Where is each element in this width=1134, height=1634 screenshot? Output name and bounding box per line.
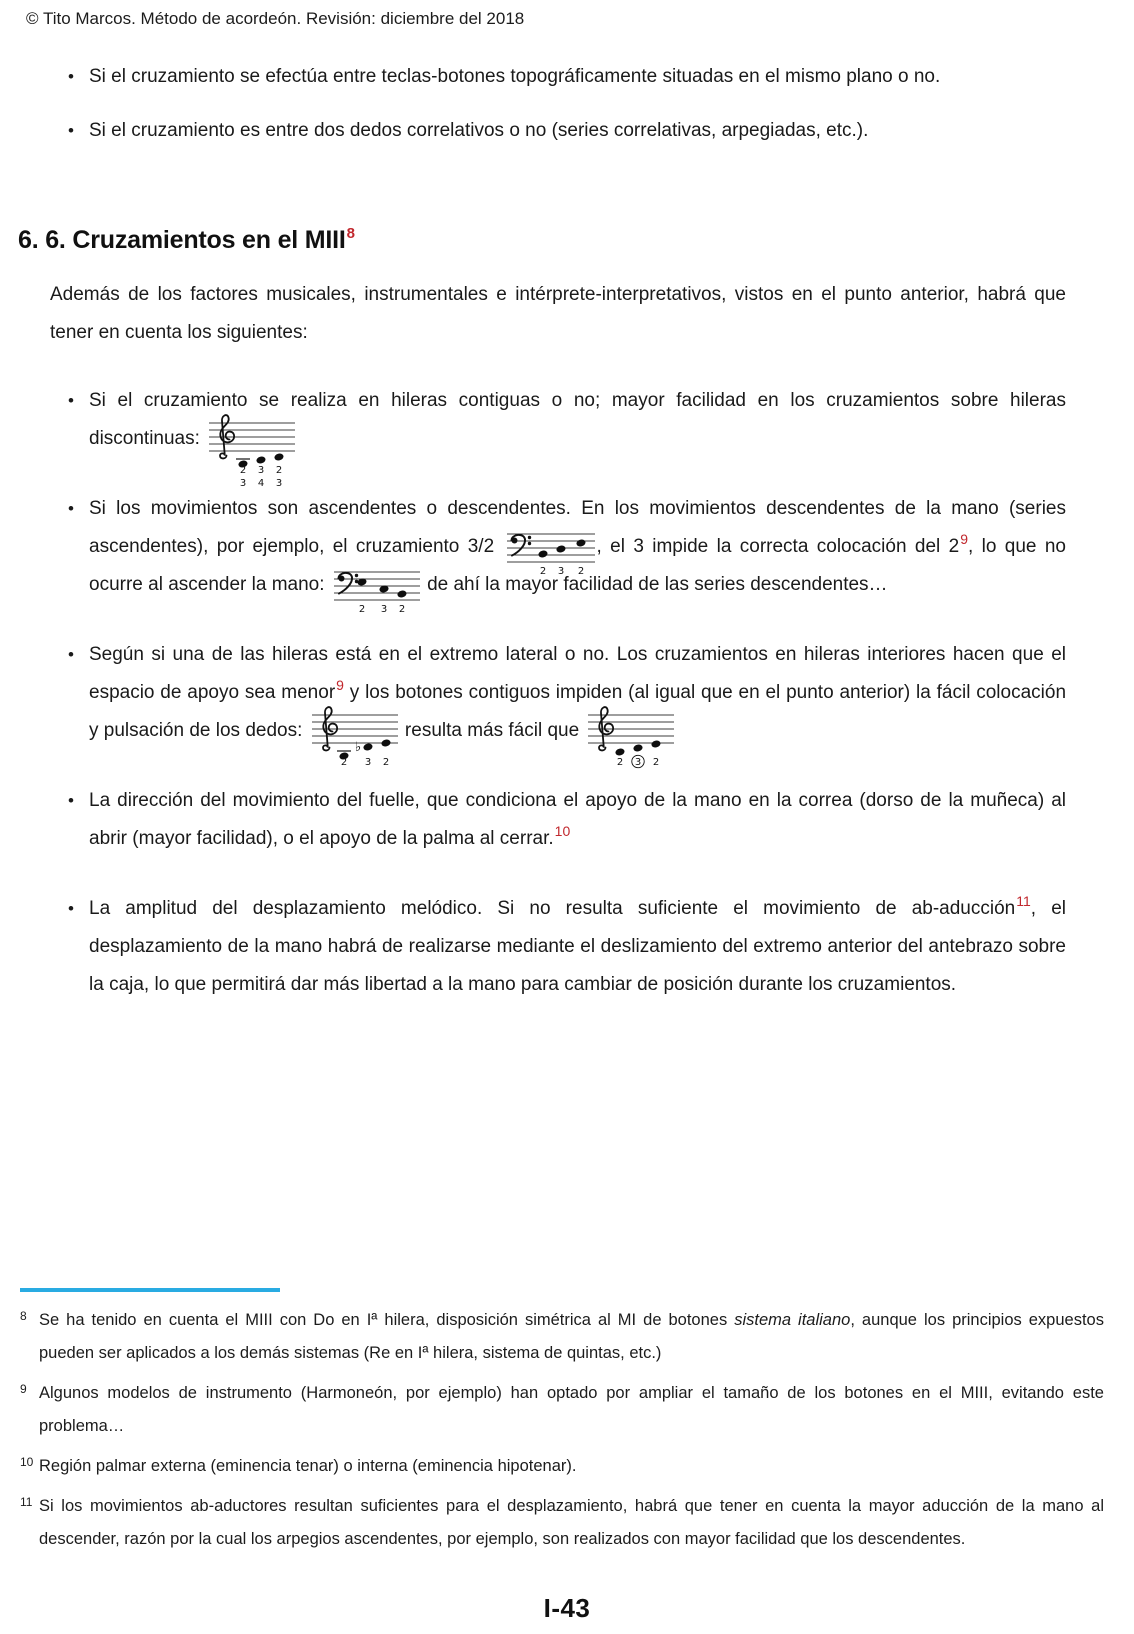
footnote-separator-rule bbox=[20, 1288, 280, 1292]
bullet-dot-icon: • bbox=[68, 499, 74, 518]
note-head bbox=[362, 743, 373, 752]
bullet-item: • Si el cruzamiento es entre dos dedos correlativos o no (series correlativas, arpegiadas, etc.). bbox=[66, 112, 1066, 150]
fingering-number: 2 bbox=[358, 604, 365, 615]
footnote-number: 8 bbox=[20, 1309, 27, 1323]
section-heading-text: 6. 6. Cruzamientos en el MIII bbox=[18, 226, 346, 254]
bullet-item: • Si el cruzamiento se efectúa entre teclas-botones topográficamente situadas en el mismo plano o no. bbox=[66, 58, 1066, 96]
music-notation-treble-staff bbox=[308, 718, 400, 768]
note-head bbox=[615, 748, 626, 757]
bullet-item: • Según si una de las hileras está en el extremo lateral o no. Los cruzamientos en hileras interiores hacen que el espacio de apoyo sea menor$^9$ y los botones contiguos impiden (al igual que en el punto anterior) la fácil colocación y pulsación de los dedos: ♭ 2 3 2 resulta más fácil que 2 3 2 bbox=[66, 636, 1066, 750]
fingering-number: 3 bbox=[258, 465, 265, 476]
note-head bbox=[256, 456, 267, 465]
fingering-number: 2 bbox=[382, 757, 389, 768]
footnote-ref: 8 bbox=[346, 224, 355, 242]
bullet-dot-icon: • bbox=[68, 791, 74, 810]
footnotes-section bbox=[20, 1288, 1104, 1563]
section-intro-paragraph: Además de los factores musicales, instrumentales e intérprete-interpretativos, vistos en el punto anterior, habrá que tener en cuenta los siguientes: bbox=[50, 284, 1066, 343]
footnote-item: 10 Región palmar externa (eminencia tenar) o interna (eminencia hipotenar). bbox=[20, 1450, 1104, 1483]
document-header: © Tito Marcos. Método de acordeón. Revisión: diciembre del 2018 bbox=[26, 9, 525, 28]
bass-clef-icon bbox=[338, 573, 358, 594]
footnote-item: 11 Si los movimientos ab-aductores resultan suficientes para el desplazamiento, habrá que tener en cuenta la mayor aducción de la mano al descender, razón por la cual los arpegios ascendentes, por ejemplo, son realizados con mayor facilidad que los descendentes. bbox=[20, 1490, 1104, 1556]
bullet-dot-icon: • bbox=[68, 899, 74, 918]
fingering-number: 3 bbox=[364, 757, 371, 768]
fingering-number: 2 bbox=[617, 757, 624, 768]
bullet-dot-icon: • bbox=[68, 67, 74, 86]
bullet-dot-icon: • bbox=[68, 391, 74, 410]
bullet-item: • La dirección del movimiento del fuelle, que condiciona el apoyo de la mano en la correa (dorso de la muñeca) al abrir (mayor facilidad), o el apoyo de la palma al cerrar.$^{10}$ bbox=[66, 782, 1066, 858]
footnote-ref: 11 bbox=[1016, 892, 1031, 909]
footnote-item: 8 Se ha tenido en cuenta el MIII con Do en Iª hilera, disposición simétrica al MI de botones sistema italiano, aunque los principios expuestos pueden ser aplicados a los demás sistemas (Re en Iª hilera, sistema de quintas, etc.) bbox=[20, 1304, 1104, 1370]
note-head bbox=[575, 539, 586, 548]
footnote-item: 9 Algunos modelos de instrumento (Harmoneón, por ejemplo) han optado por ampliar el tamaño de los botones en el MIII, evitando este problema… bbox=[20, 1377, 1104, 1443]
fingering-number: 3 bbox=[276, 478, 283, 489]
footnote-list bbox=[20, 1304, 1104, 1556]
section-heading bbox=[18, 222, 1134, 258]
note-head bbox=[651, 740, 662, 749]
fingering-number: 2 bbox=[577, 566, 584, 577]
music-notation-bass-staff bbox=[503, 534, 597, 577]
main-bullet-list bbox=[66, 382, 1066, 1004]
footnote-number: 10 bbox=[20, 1455, 34, 1469]
footnote-ref: 9 bbox=[336, 676, 344, 693]
note-head bbox=[274, 453, 285, 462]
fingering-number: 3 bbox=[557, 566, 564, 577]
music-notation-treble-staff bbox=[584, 718, 676, 768]
flat-sign-icon: ♭ bbox=[354, 740, 361, 755]
fingering-number: 3 bbox=[380, 604, 387, 615]
fingering-number: 2 bbox=[240, 465, 247, 476]
page-number: I-43 bbox=[543, 1593, 591, 1623]
bullet-dot-icon: • bbox=[68, 121, 74, 140]
fingering-number: 3 bbox=[635, 757, 642, 768]
fingering-number: 2 bbox=[276, 465, 283, 476]
italic-term: sistema italiano bbox=[734, 1311, 851, 1329]
note-head bbox=[555, 545, 566, 554]
bullet-item: • La amplitud del desplazamiento melódico. Si no resulta suficiente el movimiento de ab-aducción$^{11}$, el desplazamiento de la mano habrá de realizarse mediante el deslizamiento del extremo anterior del antebrazo sobre la caja, lo que permitirá dar más libertad a la mano para cambiar de posición durante los cruzamientos. bbox=[66, 890, 1066, 1004]
fingering-number: 2 bbox=[653, 757, 660, 768]
fingering-number: 3 bbox=[240, 478, 247, 489]
bullet-dot-icon: • bbox=[68, 645, 74, 664]
footnote-number: 9 bbox=[20, 1382, 27, 1396]
bullet-item: • Si los movimientos son ascendentes o descendentes. En los movimientos descendentes de la mano (series ascendentes), por ejemplo, el cruzamiento 3/2 2 3 2 , el 3 impide la correcta colocación del 2$^9$, lo que no ocurre al ascender la mano: 2 3 2 de ahí la mayor facilidad de las series descendentes… bbox=[66, 490, 1066, 604]
fingering-number: 2 bbox=[539, 566, 546, 577]
note-head bbox=[397, 590, 408, 599]
music-notation-bass-staff bbox=[330, 572, 422, 615]
fingering-number: 4 bbox=[258, 478, 265, 489]
fingering-number: 2 bbox=[398, 604, 405, 615]
note-head bbox=[537, 550, 548, 559]
footnote-ref: 9 bbox=[960, 530, 968, 547]
bass-clef-icon bbox=[511, 535, 531, 556]
footnote-ref: 10 bbox=[554, 822, 571, 839]
note-head bbox=[633, 744, 644, 753]
fingering-number: 2 bbox=[340, 757, 347, 768]
bullet-item: • Si el cruzamiento se realiza en hileras contiguas o no; mayor facilidad en los cruzamientos sobre hileras discontinuas: 2 3 2 3 4 3 bbox=[66, 382, 1066, 458]
intro-bullet-list bbox=[66, 58, 1066, 150]
music-notation-treble-staff bbox=[205, 426, 297, 489]
footnote-number: 11 bbox=[20, 1495, 33, 1509]
note-head bbox=[380, 739, 391, 748]
